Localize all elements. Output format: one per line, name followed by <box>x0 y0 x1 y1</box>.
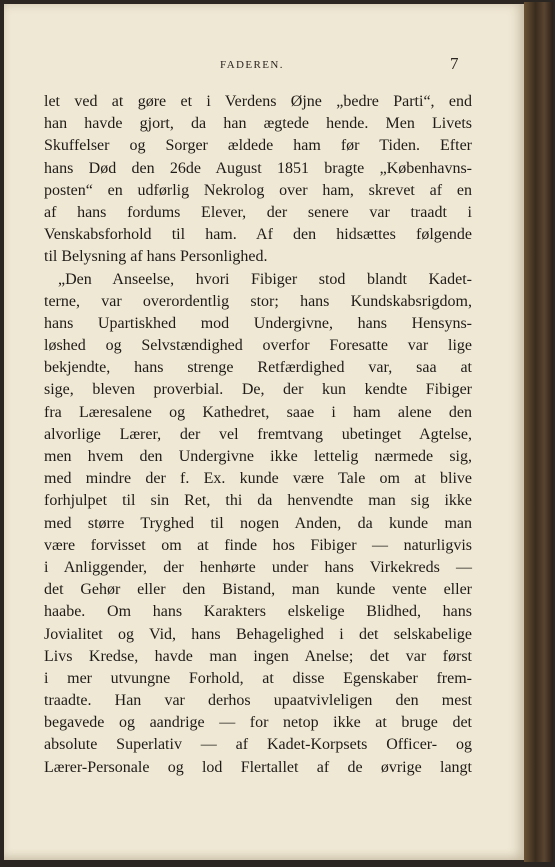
text-line: være forvisset om at finde hos Fibiger — naturligvis <box>44 536 472 554</box>
text-line: Livs Kredse, havde man ingen Anelse; det var først <box>44 647 472 665</box>
text-line: fra Læresalene og Kathedret, saae i ham alene den <box>44 403 472 421</box>
text-line: Skuffelser og Sorger ældede ham før Tiden. Efter <box>44 137 472 155</box>
text-line: posten“ en udførlig Nekrolog over ham, skrevet af en <box>44 181 472 199</box>
text-line: bekjendte, hans strenge Retfærdighed var, saa at <box>44 359 472 377</box>
text-line: alvorlige Lærer, der vel fremtvang ubetinget Agtelse, <box>44 425 472 443</box>
text-line: i mer utvungne Forhold, at disse Egenskaber frem- <box>44 669 472 687</box>
page-number: 7 <box>450 54 459 73</box>
text-line: med mindre der f. Ex. kunde være Tale om at blive <box>44 470 472 488</box>
body-text <box>44 91 472 779</box>
text-line: forhjulpet til sin Ret, thi da henvendte man sig ikke <box>44 492 472 510</box>
text-line: i Anliggender, der henhørte under hans Virkekreds — <box>44 558 472 576</box>
text-line: med større Tryghed til nogen Anden, da kunde man <box>44 514 472 532</box>
text-line: Lærer-Personale og lod Flertallet af de øvrige langt <box>44 758 472 776</box>
text-line: han havde gjort, da han ægtede hende. Men Livets <box>44 115 472 133</box>
text-line: til Belysning af hans Personlighed. <box>44 248 268 266</box>
text-line: Jovialitet og Vid, hans Behagelighed i det selskabelige <box>44 625 472 643</box>
text-line: af hans fordums Elever, der senere var traadt i <box>44 203 472 221</box>
running-title: FADEREN. <box>220 59 284 71</box>
book-page-edge <box>524 2 553 862</box>
text-line: let ved at gøre et i Verdens Øjne „bedre Parti“, end <box>44 93 472 110</box>
text-line: hans Død den 26de August 1851 bragte „Københavns- <box>44 159 472 177</box>
text-line: hans Upartiskhed mod Undergivne, hans Hensyns- <box>44 314 472 332</box>
text-line: traadte. Han var derhos upaatvivleligen den mest <box>44 692 472 710</box>
text-line: det Gehør eller den Bistand, man kunde vente eller <box>44 581 472 599</box>
text-line: løshed og Selvstændighed overfor Foresatte var lige <box>44 337 472 355</box>
book-page <box>4 4 524 860</box>
text-line: men hvem den Undergivne ikke lettelig nærmede sig, <box>44 448 472 465</box>
text-line: Venskabsforhold til ham. Af den hidsættes følgende <box>44 226 472 244</box>
text-line: haabe. Om hans Karakters elskelige Blidhed, hans <box>44 603 472 621</box>
text-line: terne, var overordentlig stor; hans Kundskabsrigdom, <box>44 292 472 310</box>
text-line: sige, bleven proverbial. De, der kun kendte Fibiger <box>44 381 472 399</box>
text-line: „Den Anseelse, hvori Fibiger stod blandt Kadet- <box>58 270 472 288</box>
text-line: absolute Superlativ — af Kadet-Korpsets Officer- og <box>44 736 472 754</box>
text-line: begavede og aandrige — for netop ikke at bruge det <box>44 714 472 732</box>
page-header <box>4 54 524 76</box>
